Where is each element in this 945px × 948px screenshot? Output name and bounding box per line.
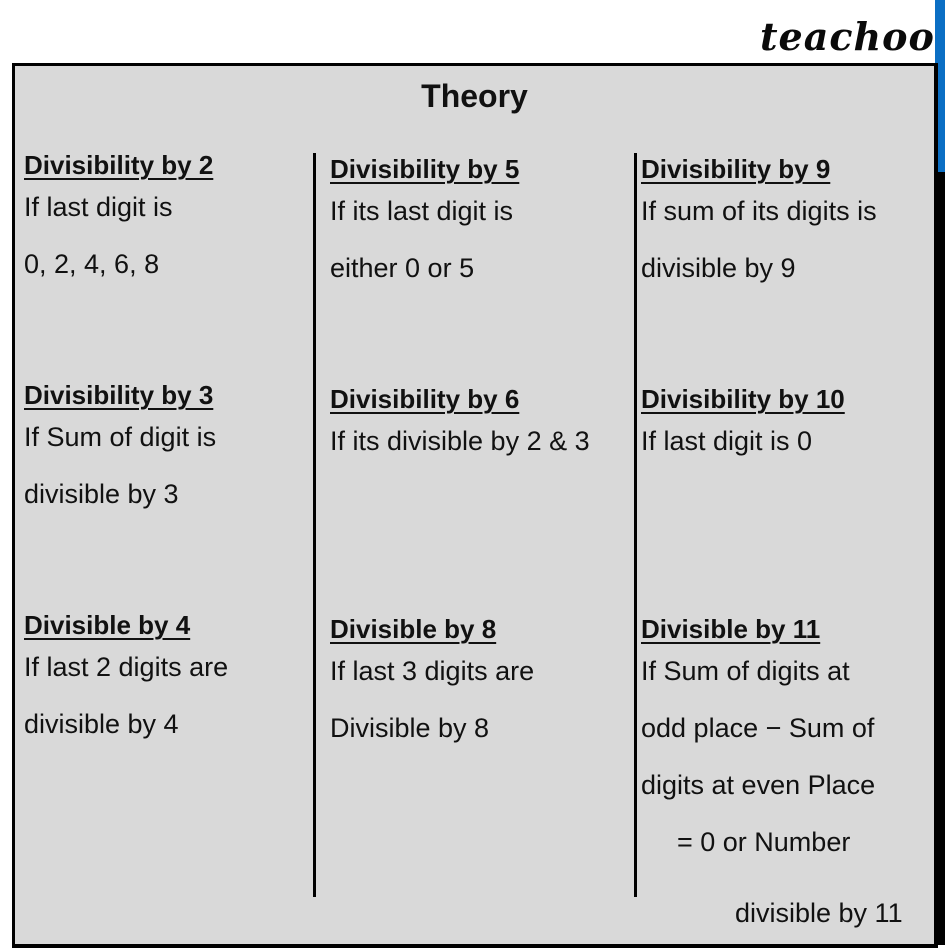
rule-text: If last 3 digits are [330,656,535,686]
rule-heading: Divisibility by 6 [330,384,520,414]
rule-heading: Divisibility by 2 [24,150,214,180]
rule-text: Divisible by 8 [330,713,490,743]
rule-text: = 0 or Number [677,827,851,857]
theory-panel [12,63,938,948]
rule-heading: Divisibility by 5 [330,154,520,184]
rule-text: If its last digit is [330,196,514,226]
rule-divisible-by-4 [24,610,314,739]
rule-divisibility-by-3 [24,380,314,509]
column-divider [634,153,637,897]
rule-text: If last digit is [24,192,173,222]
rule-text: If sum of its digits is [641,196,877,226]
rule-text: If Sum of digit is [24,422,217,452]
rule-heading: Divisibility by 9 [641,154,831,184]
rule-text: odd place − Sum of [641,713,875,743]
rule-text: divisible by 4 [24,709,179,739]
rule-divisibility-by-9 [641,154,931,283]
rule-text: If its divisible by 2 & 3 [330,426,590,456]
rule-heading: Divisible by 4 [24,610,191,640]
rule-text: If last 2 digits are [24,652,229,682]
rule-heading: Divisibility by 10 [641,384,845,414]
rule-text: divisible by 3 [24,479,179,509]
rule-text: 0, 2, 4, 6, 8 [24,249,160,279]
rule-divisibility-by-2 [24,150,314,279]
rule-divisible-by-8 [330,614,620,743]
rule-heading: Divisible by 11 [641,614,821,644]
page-title: Theory [421,78,528,114]
rule-text: If Sum of digits at [641,656,850,686]
rule-text: either 0 or 5 [330,253,475,283]
rule-text: divisible by 11 [735,898,903,928]
rule-text: divisible by 9 [641,253,796,283]
rule-heading: Divisibility by 3 [24,380,214,410]
rule-divisibility-by-10 [641,384,931,483]
teachoo-logo: teachoo [760,14,935,59]
rule-divisible-by-11 [641,614,931,857]
rule-divisibility-by-5 [330,154,620,283]
rule-text: If last digit is 0 [641,426,813,456]
rule-text: digits at even Place [641,770,876,800]
rule-heading: Divisible by 8 [330,614,497,644]
rule-divisibility-by-6 [330,384,620,483]
